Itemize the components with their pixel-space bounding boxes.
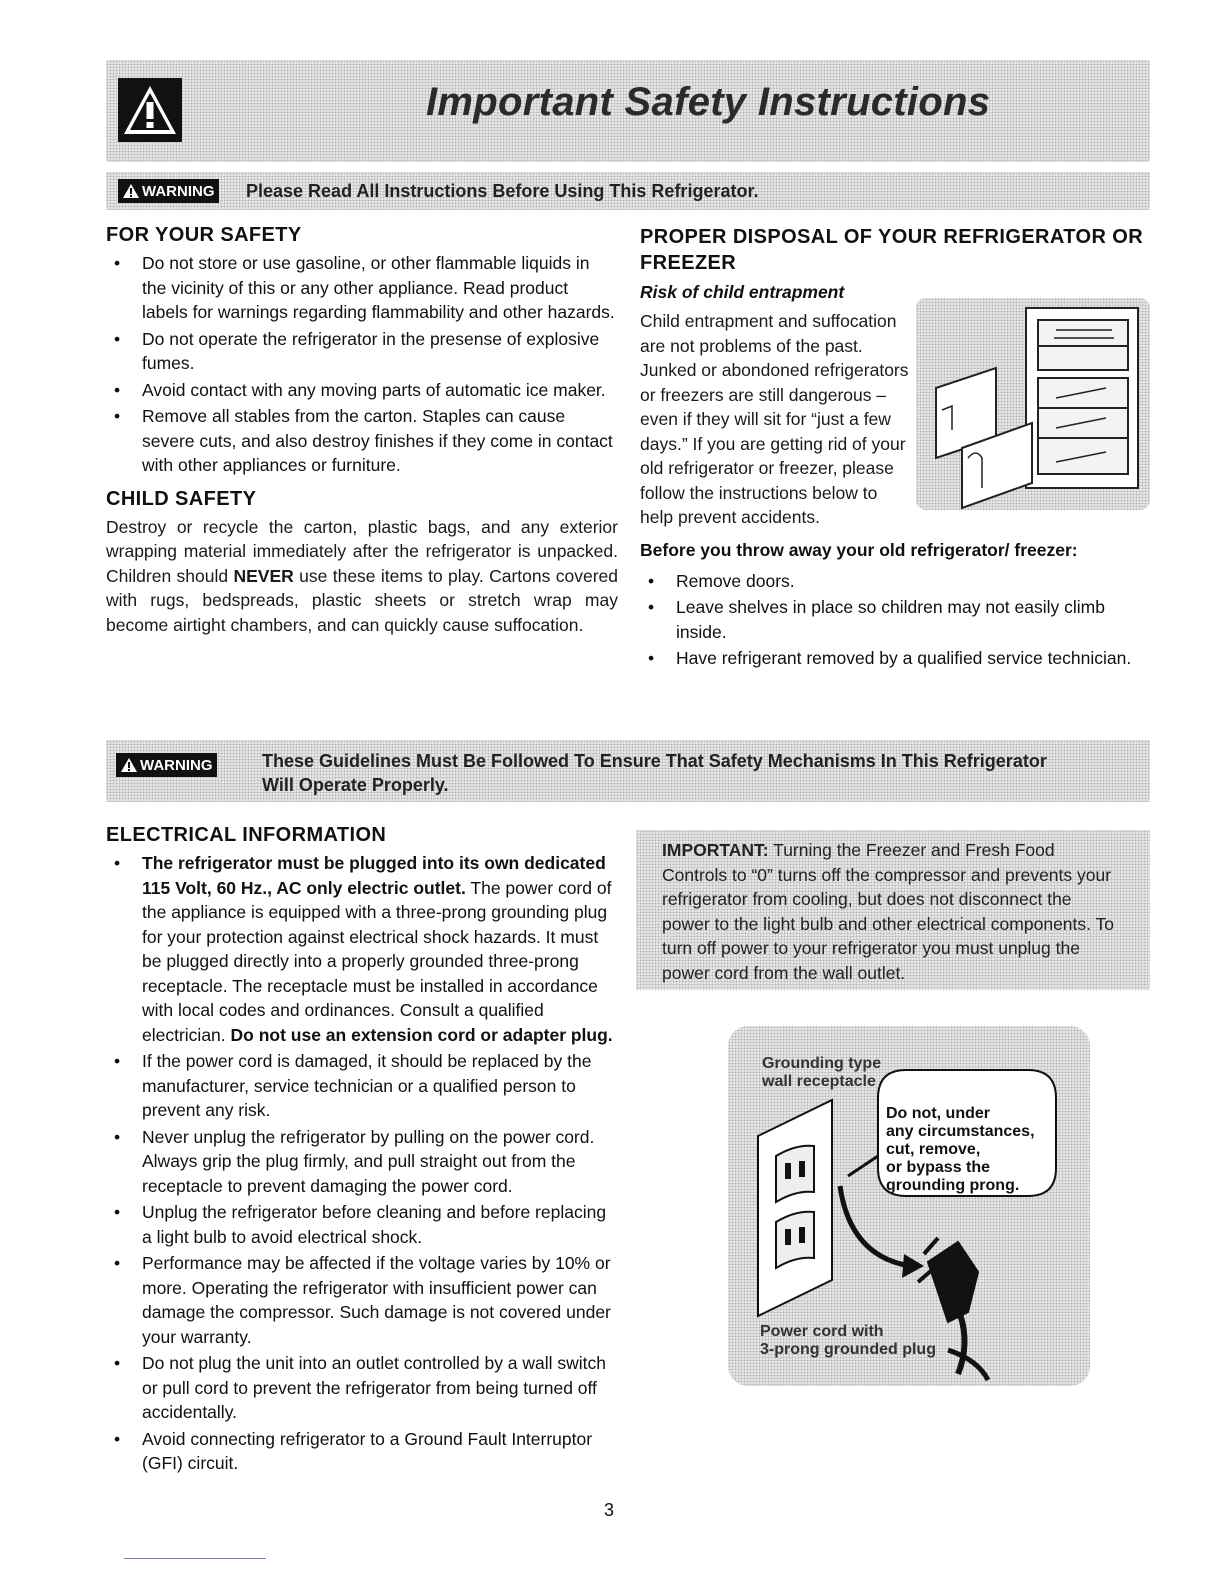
list-item: • Never unplug the refrigerator by pulling on the power cord. Always grip the plug firmly, and pull straight out from the receptacle to prevent damaging the power cord.	[114, 1126, 595, 1196]
list-item: • Do not operate the refrigerator in the presense of explosive fumes.	[114, 328, 600, 373]
receptacle-label-2: wall receptacle	[762, 1073, 876, 1090]
receptacle-label-1: Grounding type	[762, 1055, 882, 1072]
list-item: • Avoid connecting refrigerator to a Ground Fault Interruptor (GFI) circuit.	[114, 1428, 593, 1473]
callout-line: cut, remove,	[886, 1141, 981, 1158]
list-item: • Have refrigerant removed by a qualified service technician.	[648, 648, 1132, 668]
warning-triangle-icon	[120, 757, 138, 773]
list-item: • Leave shelves in place so children may not easily climb inside.	[648, 597, 1105, 642]
section-heading: ELECTRICAL INFORMATION	[106, 824, 387, 846]
warning-triangle-icon	[122, 183, 140, 199]
warning-badge	[116, 753, 217, 777]
disposal-list	[640, 569, 1150, 671]
list-item: • Remove doors.	[648, 570, 795, 591]
list-item: • The refrigerator must be plugged into its own dedicated 115 Volt, 60 Hz., AC only electric outlet. The power cord of the appliance is equipped with a three-prong grounding plug for your protection against electrical shock hazards. It must be plugged directly into a properly grounded three-prong receptacle. The receptacle must be installed in accordance with local codes and ordinances. Consult a qualified electrician. Do not use an extension cord or adapter plug.	[114, 853, 613, 1045]
callout-line: grounding prong.	[886, 1177, 1020, 1194]
warning-text-1: Please Read All Instructions Before Using This Refrigerator.	[246, 181, 759, 201]
disposal-text: Child entrapment and suffocation are not problems of the past. Junked or abondoned refrigerators or freezers are still dangerous – even if they will sit for “just a few days.” If you are getting rid of your old refrigerator or freezer, please follow the instructions below to help prevent accidents.	[640, 311, 909, 527]
list-item: • Unplug the refrigerator before cleaning and before replacing a light bulb to avoid electrical shock.	[114, 1202, 607, 1247]
electrical-section	[106, 824, 618, 1478]
callout-line: Do not, under	[886, 1105, 990, 1122]
warning-text-2: These Guidelines Must Be Followed To Ensure That Safety Mechanisms In This Refrigerator Will Operate Properly.	[262, 751, 1047, 795]
footer-divider	[124, 1558, 266, 1559]
warning-triangle-icon	[118, 78, 182, 142]
subheading: Risk of child entrapment	[640, 282, 845, 302]
warning-badge-label: WARNING	[142, 182, 215, 200]
list-item: • Performance may be affected if the voltage varies by 10% or more. Operating the refrigerator with insufficient power can damage the compressor. Such damage is not covered under your warranty.	[114, 1253, 611, 1347]
section-heading: PROPER DISPOSAL OF YOUR REFRIGERATOR OR FREEZER	[640, 226, 1144, 274]
list-item: • Avoid contact with any moving parts of automatic ice maker.	[114, 379, 606, 400]
callout-line: or bypass the	[886, 1159, 991, 1176]
refrigerator-illustration	[916, 298, 1150, 510]
electrical-list	[106, 851, 618, 1476]
child-safety-text: Destroy or recycle the carton, plastic bags, and any exterior wrapping material immediately after the refrigerator is unpacked. Children should NEVER use these items to play. Cartons covered with rugs, bedspreads, plastic sheets or stretch wrap may become airtight chambers, and can quickly cause suffocation.	[106, 516, 618, 635]
warning-badge	[118, 179, 219, 203]
list-item: • If the power cord is damaged, it should be replaced by the manufacturer, service technician or a qualified person to prevent any risk.	[114, 1051, 592, 1120]
section-heading: CHILD SAFETY	[106, 487, 257, 510]
page-number: 3	[604, 1500, 615, 1520]
list-item: • Do not plug the unit into an outlet controlled by a wall switch or pull cord to prevent the refrigerator from being turned off accidentally.	[114, 1353, 607, 1422]
cord-label-1: Power cord with	[760, 1323, 884, 1340]
for-your-safety-section	[106, 224, 618, 637]
before-heading: Before you throw away your old refrigerator/ freezer:	[640, 539, 1078, 560]
important-text: IMPORTANT: Turning the Freezer and Fresh Food Controls to “0” turns off the compressor and prevents your refrigerator from cooling, but does not disconnect the power to the light bulb and other electrical components. To turn off power to your refrigerator you must unplug the power cord from the wall outlet.	[662, 840, 1115, 983]
plug-illustration	[728, 1026, 1090, 1386]
list-item: • Do not store or use gasoline, or other flammable liquids in the vicinity of this or any other appliance. Read product labels for warnings regarding flammability and other hazards.	[114, 253, 615, 322]
safety-list	[106, 251, 618, 478]
list-item: • Remove all stables from the carton. Staples can cause severe cuts, and also destroy finishes if they come in contact with other appliances or furniture.	[114, 406, 613, 475]
section-heading: FOR YOUR SAFETY	[106, 224, 302, 246]
cord-label-2: 3-prong grounded plug	[760, 1341, 936, 1358]
warning-badge-label: WARNING	[140, 756, 213, 774]
page-title: Important Safety Instructions	[426, 80, 991, 124]
callout-line: any circumstances,	[886, 1123, 1035, 1140]
